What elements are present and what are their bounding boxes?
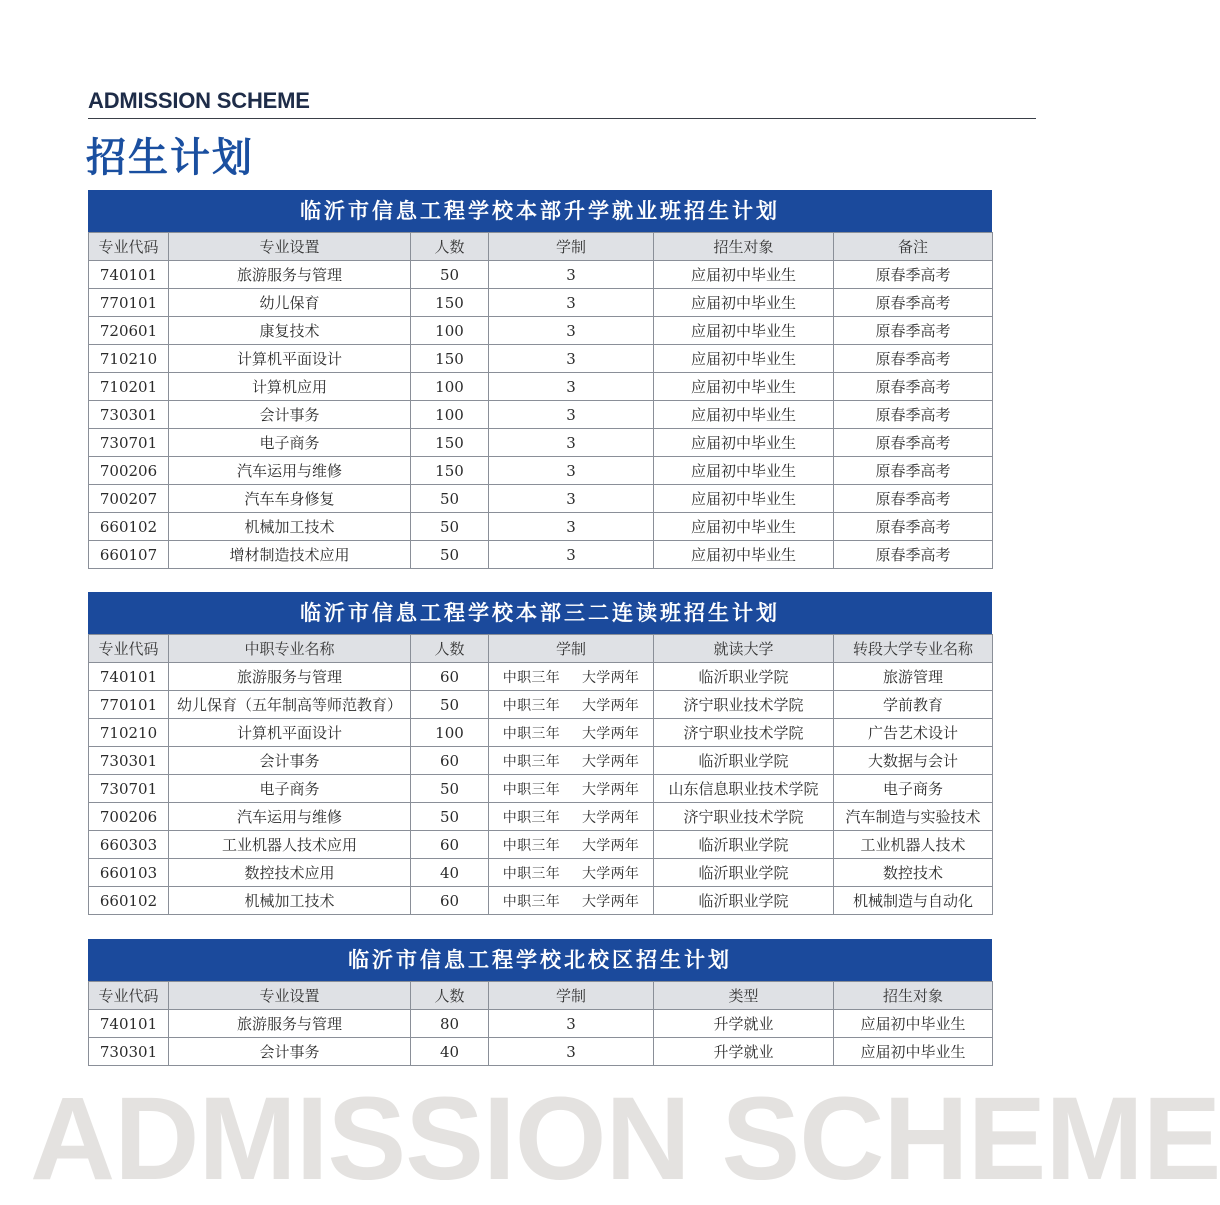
schooling-cell bbox=[489, 747, 654, 775]
table-row bbox=[89, 289, 993, 317]
table-cell: 100 bbox=[411, 401, 489, 429]
table-cell: 应届初中毕业生 bbox=[654, 373, 834, 401]
table-cell: 150 bbox=[411, 457, 489, 485]
table-cell: 应届初中毕业生 bbox=[834, 1038, 993, 1066]
table-cell: 汽车制造与实验技术 bbox=[834, 803, 993, 831]
table-cell: 应届初中毕业生 bbox=[654, 485, 834, 513]
table-cell: 电子商务 bbox=[834, 775, 993, 803]
table-cell: 3 bbox=[489, 289, 654, 317]
table-cell: 应届初中毕业生 bbox=[654, 513, 834, 541]
schooling-university: 大学两年 bbox=[582, 669, 640, 686]
table-cell: 应届初中毕业生 bbox=[654, 289, 834, 317]
table-cell: 应届初中毕业生 bbox=[654, 317, 834, 345]
table-cell: 100 bbox=[411, 719, 489, 747]
table-row bbox=[89, 401, 993, 429]
table-cell: 会计事务 bbox=[169, 1038, 411, 1066]
section-title: 临沂市信息工程学校本部升学就业班招生计划 bbox=[88, 190, 992, 232]
table-cell: 会计事务 bbox=[169, 747, 411, 775]
table-row bbox=[89, 1038, 993, 1066]
column-header: 学制 bbox=[489, 982, 654, 1010]
admission-table bbox=[88, 981, 993, 1066]
table-cell: 原春季高考 bbox=[834, 345, 993, 373]
table-cell: 60 bbox=[411, 831, 489, 859]
admission-table bbox=[88, 232, 993, 569]
table-cell: 原春季高考 bbox=[834, 429, 993, 457]
table-cell: 3 bbox=[489, 373, 654, 401]
schooling-secondary: 中职三年 bbox=[502, 837, 560, 854]
page-title: 招生计划 bbox=[86, 135, 254, 181]
table-cell: 3 bbox=[489, 345, 654, 373]
table-cell: 3 bbox=[489, 513, 654, 541]
schooling-secondary: 中职三年 bbox=[502, 753, 560, 770]
table-cell: 730701 bbox=[89, 775, 169, 803]
table-cell: 济宁职业技术学院 bbox=[654, 691, 834, 719]
schooling-cell bbox=[489, 775, 654, 803]
table-cell: 增材制造技术应用 bbox=[169, 541, 411, 569]
table-cell: 原春季高考 bbox=[834, 541, 993, 569]
table-cell: 机械加工技术 bbox=[169, 513, 411, 541]
table-cell: 50 bbox=[411, 691, 489, 719]
table-cell: 730701 bbox=[89, 429, 169, 457]
table-row bbox=[89, 317, 993, 345]
table-cell: 济宁职业技术学院 bbox=[654, 803, 834, 831]
schooling-cell bbox=[489, 691, 654, 719]
table-row bbox=[89, 691, 993, 719]
schooling-secondary: 中职三年 bbox=[502, 809, 560, 826]
table-cell: 原春季高考 bbox=[834, 317, 993, 345]
table-cell: 汽车运用与维修 bbox=[169, 803, 411, 831]
watermark-text: ADMISSION SCHEME bbox=[30, 1073, 1220, 1205]
table-cell: 80 bbox=[411, 1010, 489, 1038]
table-cell: 原春季高考 bbox=[834, 457, 993, 485]
column-header: 人数 bbox=[411, 233, 489, 261]
table-cell: 山东信息职业技术学院 bbox=[654, 775, 834, 803]
table-row bbox=[89, 663, 993, 691]
table-cell: 临沂职业学院 bbox=[654, 887, 834, 915]
table-cell: 710210 bbox=[89, 345, 169, 373]
table-row bbox=[89, 831, 993, 859]
table-cell: 电子商务 bbox=[169, 429, 411, 457]
table-cell: 150 bbox=[411, 429, 489, 457]
table-cell: 700206 bbox=[89, 457, 169, 485]
table-cell: 临沂职业学院 bbox=[654, 831, 834, 859]
table-cell: 计算机平面设计 bbox=[169, 345, 411, 373]
table-cell: 3 bbox=[489, 541, 654, 569]
table-row bbox=[89, 775, 993, 803]
section-north-campus bbox=[88, 939, 992, 1066]
table-row bbox=[89, 261, 993, 289]
table-header-row bbox=[89, 982, 993, 1010]
schooling-cell bbox=[489, 859, 654, 887]
table-row bbox=[89, 803, 993, 831]
table-cell: 升学就业 bbox=[654, 1038, 834, 1066]
table-cell: 幼儿保育 bbox=[169, 289, 411, 317]
table-cell: 660107 bbox=[89, 541, 169, 569]
table-cell: 3 bbox=[489, 261, 654, 289]
column-header: 中职专业名称 bbox=[169, 635, 411, 663]
table-cell: 应届初中毕业生 bbox=[654, 401, 834, 429]
column-header: 类型 bbox=[654, 982, 834, 1010]
column-header: 专业代码 bbox=[89, 233, 169, 261]
table-cell: 660102 bbox=[89, 513, 169, 541]
table-cell: 730301 bbox=[89, 747, 169, 775]
table-cell: 50 bbox=[411, 541, 489, 569]
table-row bbox=[89, 345, 993, 373]
table-cell: 100 bbox=[411, 317, 489, 345]
table-cell: 大数据与会计 bbox=[834, 747, 993, 775]
table-cell: 计算机应用 bbox=[169, 373, 411, 401]
table-cell: 应届初中毕业生 bbox=[834, 1010, 993, 1038]
table-cell: 100 bbox=[411, 373, 489, 401]
table-cell: 幼儿保育（五年制高等师范教育） bbox=[169, 691, 411, 719]
table-row bbox=[89, 719, 993, 747]
table-cell: 740101 bbox=[89, 261, 169, 289]
table-cell: 机械制造与自动化 bbox=[834, 887, 993, 915]
section-main-campus-3plus2 bbox=[88, 592, 992, 915]
schooling-cell bbox=[489, 887, 654, 915]
table-cell: 临沂职业学院 bbox=[654, 859, 834, 887]
table-cell: 50 bbox=[411, 513, 489, 541]
schooling-university: 大学两年 bbox=[582, 725, 640, 742]
table-cell: 720601 bbox=[89, 317, 169, 345]
table-cell: 汽车运用与维修 bbox=[169, 457, 411, 485]
schooling-cell bbox=[489, 831, 654, 859]
english-heading: ADMISSION SCHEME bbox=[88, 88, 310, 113]
section-title: 临沂市信息工程学校本部三二连读班招生计划 bbox=[88, 592, 992, 634]
table-cell: 50 bbox=[411, 261, 489, 289]
table-cell: 50 bbox=[411, 803, 489, 831]
table-cell: 应届初中毕业生 bbox=[654, 345, 834, 373]
table-cell: 3 bbox=[489, 485, 654, 513]
column-header: 学制 bbox=[489, 233, 654, 261]
table-cell: 机械加工技术 bbox=[169, 887, 411, 915]
schooling-university: 大学两年 bbox=[582, 893, 640, 910]
table-cell: 应届初中毕业生 bbox=[654, 541, 834, 569]
table-cell: 原春季高考 bbox=[834, 261, 993, 289]
table-cell: 740101 bbox=[89, 1010, 169, 1038]
table-cell: 3 bbox=[489, 1010, 654, 1038]
schooling-secondary: 中职三年 bbox=[502, 669, 560, 686]
table-row bbox=[89, 859, 993, 887]
table-cell: 40 bbox=[411, 859, 489, 887]
table-cell: 660303 bbox=[89, 831, 169, 859]
schooling-secondary: 中职三年 bbox=[502, 865, 560, 882]
table-row bbox=[89, 1010, 993, 1038]
table-cell: 济宁职业技术学院 bbox=[654, 719, 834, 747]
table-cell: 710210 bbox=[89, 719, 169, 747]
table-cell: 730301 bbox=[89, 1038, 169, 1066]
section-main-campus-employment bbox=[88, 190, 992, 569]
table-cell: 原春季高考 bbox=[834, 485, 993, 513]
column-header: 专业设置 bbox=[169, 982, 411, 1010]
table-cell: 原春季高考 bbox=[834, 401, 993, 429]
table-cell: 临沂职业学院 bbox=[654, 747, 834, 775]
table-cell: 数控技术应用 bbox=[169, 859, 411, 887]
table-row bbox=[89, 747, 993, 775]
column-header: 备注 bbox=[834, 233, 993, 261]
table-cell: 150 bbox=[411, 289, 489, 317]
table-cell: 数控技术 bbox=[834, 859, 993, 887]
table-cell: 工业机器人技术 bbox=[834, 831, 993, 859]
schooling-secondary: 中职三年 bbox=[502, 725, 560, 742]
column-header: 专业代码 bbox=[89, 982, 169, 1010]
section-title: 临沂市信息工程学校北校区招生计划 bbox=[88, 939, 992, 981]
table-cell: 原春季高考 bbox=[834, 373, 993, 401]
table-row bbox=[89, 541, 993, 569]
schooling-university: 大学两年 bbox=[582, 809, 640, 826]
table-cell: 660102 bbox=[89, 887, 169, 915]
table-row bbox=[89, 485, 993, 513]
table-row bbox=[89, 513, 993, 541]
schooling-secondary: 中职三年 bbox=[502, 697, 560, 714]
schooling-cell bbox=[489, 719, 654, 747]
table-cell: 40 bbox=[411, 1038, 489, 1066]
table-row bbox=[89, 887, 993, 915]
table-cell: 3 bbox=[489, 401, 654, 429]
table-row bbox=[89, 457, 993, 485]
table-cell: 3 bbox=[489, 317, 654, 345]
schooling-cell bbox=[489, 803, 654, 831]
table-cell: 770101 bbox=[89, 691, 169, 719]
table-cell: 60 bbox=[411, 747, 489, 775]
table-cell: 工业机器人技术应用 bbox=[169, 831, 411, 859]
schooling-secondary: 中职三年 bbox=[502, 781, 560, 798]
column-header: 招生对象 bbox=[834, 982, 993, 1010]
table-cell: 应届初中毕业生 bbox=[654, 429, 834, 457]
column-header: 专业设置 bbox=[169, 233, 411, 261]
table-cell: 临沂职业学院 bbox=[654, 663, 834, 691]
table-row bbox=[89, 373, 993, 401]
table-cell: 60 bbox=[411, 887, 489, 915]
schooling-cell bbox=[489, 663, 654, 691]
table-cell: 旅游服务与管理 bbox=[169, 1010, 411, 1038]
schooling-university: 大学两年 bbox=[582, 781, 640, 798]
table-cell: 150 bbox=[411, 345, 489, 373]
table-cell: 康复技术 bbox=[169, 317, 411, 345]
heading-divider bbox=[88, 118, 1036, 119]
table-cell: 广告艺术设计 bbox=[834, 719, 993, 747]
column-header: 就读大学 bbox=[654, 635, 834, 663]
table-cell: 会计事务 bbox=[169, 401, 411, 429]
table-cell: 学前教育 bbox=[834, 691, 993, 719]
table-cell: 旅游服务与管理 bbox=[169, 261, 411, 289]
table-cell: 730301 bbox=[89, 401, 169, 429]
schooling-university: 大学两年 bbox=[582, 837, 640, 854]
table-cell: 原春季高考 bbox=[834, 289, 993, 317]
table-cell: 710201 bbox=[89, 373, 169, 401]
table-cell: 3 bbox=[489, 457, 654, 485]
table-cell: 700207 bbox=[89, 485, 169, 513]
table-cell: 740101 bbox=[89, 663, 169, 691]
table-cell: 60 bbox=[411, 663, 489, 691]
column-header: 学制 bbox=[489, 635, 654, 663]
table-cell: 旅游管理 bbox=[834, 663, 993, 691]
table-cell: 3 bbox=[489, 429, 654, 457]
table-cell: 计算机平面设计 bbox=[169, 719, 411, 747]
schooling-university: 大学两年 bbox=[582, 753, 640, 770]
table-cell: 原春季高考 bbox=[834, 513, 993, 541]
table-cell: 50 bbox=[411, 485, 489, 513]
column-header: 专业代码 bbox=[89, 635, 169, 663]
table-cell: 660103 bbox=[89, 859, 169, 887]
table-row bbox=[89, 429, 993, 457]
column-header: 招生对象 bbox=[654, 233, 834, 261]
column-header: 人数 bbox=[411, 982, 489, 1010]
table-cell: 汽车车身修复 bbox=[169, 485, 411, 513]
schooling-university: 大学两年 bbox=[582, 865, 640, 882]
table-cell: 电子商务 bbox=[169, 775, 411, 803]
table-cell: 50 bbox=[411, 775, 489, 803]
schooling-university: 大学两年 bbox=[582, 697, 640, 714]
table-cell: 升学就业 bbox=[654, 1010, 834, 1038]
table-cell: 770101 bbox=[89, 289, 169, 317]
column-header: 转段大学专业名称 bbox=[834, 635, 993, 663]
schooling-secondary: 中职三年 bbox=[502, 893, 560, 910]
table-header-row bbox=[89, 233, 993, 261]
table-cell: 应届初中毕业生 bbox=[654, 457, 834, 485]
table-cell: 700206 bbox=[89, 803, 169, 831]
admission-table bbox=[88, 634, 993, 915]
table-header-row bbox=[89, 635, 993, 663]
table-cell: 旅游服务与管理 bbox=[169, 663, 411, 691]
table-cell: 3 bbox=[489, 1038, 654, 1066]
table-cell: 应届初中毕业生 bbox=[654, 261, 834, 289]
column-header: 人数 bbox=[411, 635, 489, 663]
